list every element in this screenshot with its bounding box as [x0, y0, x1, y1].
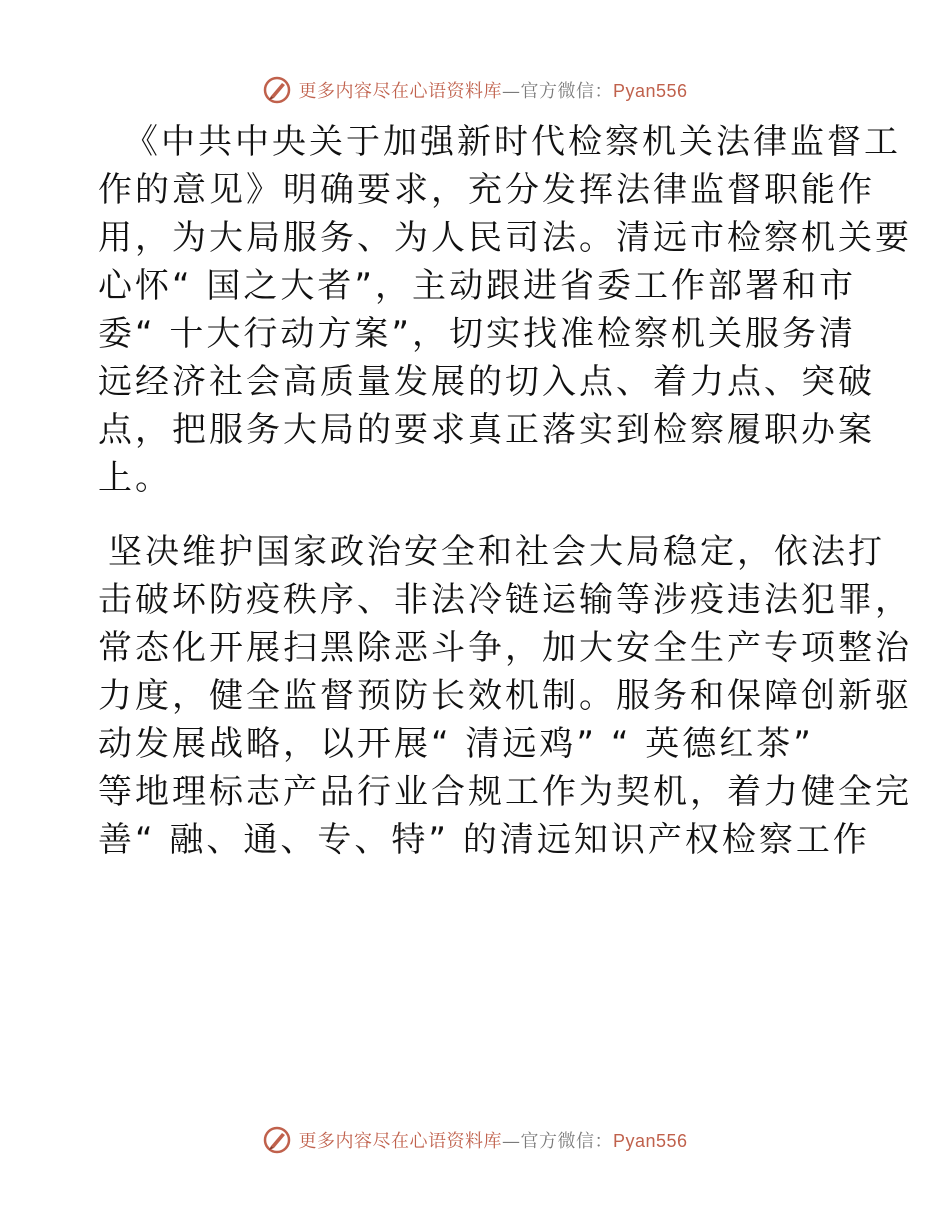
text-line: 动发展战略，以开展“ 清远鸡” “ 英德红茶”	[98, 724, 814, 764]
banner-dash: —	[501, 81, 521, 102]
banner-site-text: 更多内容尽在心语资料库	[298, 1131, 502, 1152]
banner-dash: —	[501, 1131, 521, 1152]
quill-pen-circle-icon	[262, 75, 292, 105]
paragraph-1	[98, 118, 912, 502]
text-line: 等地理标志产品行业合规工作为契机，着力健全完	[98, 772, 912, 812]
banner-text	[298, 77, 687, 103]
banner-wechat-label: 官方微信：	[520, 81, 613, 102]
text-line: 作的意见》明确要求，充分发挥法律监督职能作	[98, 170, 875, 210]
banner-wechat-id: Pyan556	[612, 81, 688, 101]
text-line: 上。	[98, 458, 172, 498]
banner-site-text: 更多内容尽在心语资料库	[298, 81, 502, 102]
text-line: 用，为大局服务、为人民司法。清远市检察机关要	[98, 218, 912, 258]
paragraph-2	[98, 528, 912, 864]
document-body	[98, 118, 912, 864]
text-line: 常态化开展扫黑除恶斗争，加大安全生产专项整治	[98, 628, 912, 668]
text-line: 《中共中央关于加强新时代检察机关法律监督工	[124, 122, 901, 162]
header-watermark-banner	[0, 72, 950, 108]
banner-wechat-id: Pyan556	[612, 1131, 688, 1151]
text-line: 坚决维护国家政治安全和社会大局稳定，依法打	[108, 532, 885, 572]
text-line: 心怀“ 国之大者”，主动跟进省委工作部署和市	[98, 266, 857, 306]
text-line: 点，把服务大局的要求真正落实到检察履职办案	[98, 410, 875, 450]
banner-wechat-label: 官方微信：	[520, 1131, 613, 1152]
quill-pen-circle-icon	[262, 1125, 292, 1155]
text-line: 击破坏防疫秩序、非法冷链运输等涉疫违法犯罪，	[98, 580, 912, 620]
text-line: 远经济社会高质量发展的切入点、着力点、突破	[98, 362, 875, 402]
text-line: 委“ 十大行动方案”，切实找准检察机关服务清	[98, 314, 857, 354]
footer-watermark-banner	[0, 1122, 950, 1158]
text-line: 力度，健全监督预防长效机制。服务和保障创新驱	[98, 676, 912, 716]
text-line: 善“ 融、通、专、特” 的清远知识产权检察工作	[98, 820, 870, 860]
banner-text	[298, 1127, 687, 1153]
